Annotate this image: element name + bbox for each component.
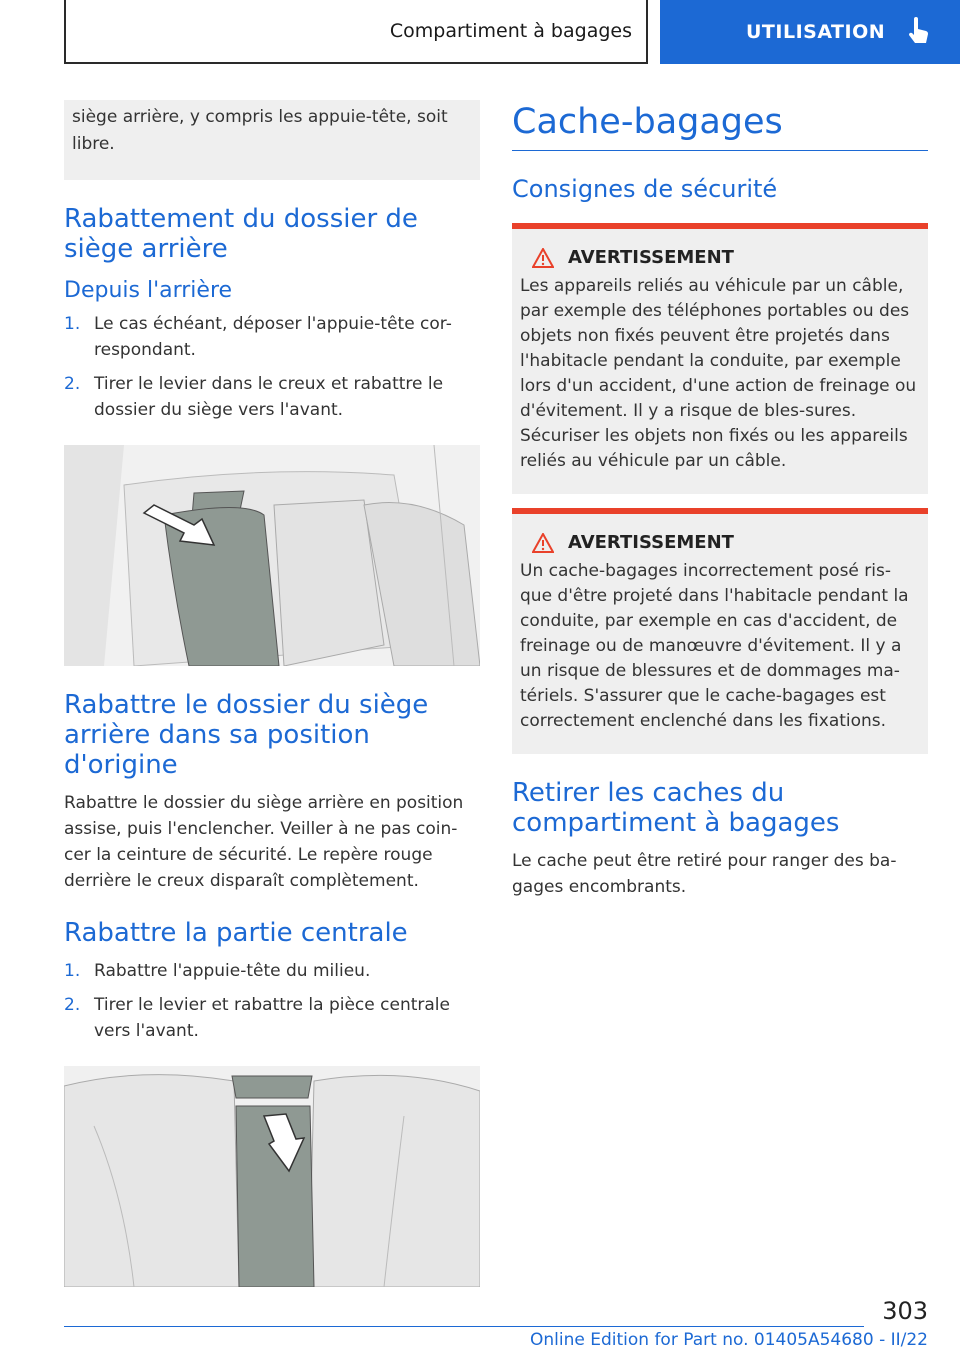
header-section (64, 0, 648, 64)
warning-title: AVERTISSEMENT (568, 532, 734, 553)
warning-text: Les appareils reliés au véhicule par un câble, par exemple des téléphones portables ou des objets non fixés peuvent être projetés dans l'habitacle pendant la conduite, par exemple lors d'un accident, d'une action de freinage ou d'évitement. Il y a risque de bles-sures. Sécuriser les objets non fixés ou les appareils reliés au véhicule par un câble. (520, 276, 917, 471)
list-item (64, 311, 480, 363)
step-number: 1. (64, 314, 81, 334)
heading-fold-center: Rabattre la partie centrale (64, 918, 408, 948)
remove-paragraph: Le cache peut être retiré pour ranger des ba-gages encombrants. (512, 851, 897, 897)
step-text: Tirer le levier dans le creux et rabattre le dossier du siège vers l'avant. (94, 374, 444, 420)
warning-heading (532, 247, 920, 268)
warning-box (512, 508, 928, 754)
list-item (64, 371, 480, 423)
step-number: 1. (64, 961, 81, 981)
step-text: Tirer le levier et rabattre la pièce centrale vers l'avant. (94, 995, 450, 1041)
center-fold-illustration (64, 1066, 480, 1287)
heading-restore-seatback: Rabattre le dossier du siège arrière dans sa position d'origine (64, 690, 429, 780)
seatback-fold-illustration (64, 445, 480, 666)
warning-text: Un cache-bagages incorrectement posé ris-que d'être projeté dans l'habitacle pendant la conduite, par exemple en cas d'accident, de freinage ou de manœuvre d'évitement. Il y a un risque de blessures et de dommages ma-tériels. S'assurer que le cache-bagages est correctement enclenché dans les fixations. (520, 561, 909, 731)
chapter-title: UTILISATION (746, 21, 886, 43)
warning-triangle-icon (532, 248, 554, 268)
heading-cache-bagages: Cache-bagages (512, 100, 928, 151)
warning-heading (532, 532, 920, 553)
intro-text: siège arrière, y compris les appuie-tête, soit libre. (72, 107, 448, 154)
heading-safety: Consignes de sécurité (512, 175, 778, 203)
left-column (64, 100, 480, 1287)
heading-remove-covers: Retirer les caches du compartiment à bagages (512, 778, 840, 838)
restore-paragraph: Rabattre le dossier du siège arrière en position assise, puis l'enclencher. Veiller à ne pas coin-cer la ceinture de sécurité. Le repère rouge derrière le creux disparaît complètement. (64, 793, 464, 891)
header-chapter[interactable] (660, 0, 960, 64)
footer-divider (64, 1326, 864, 1327)
heading-from-rear: Depuis l'arrière (64, 278, 233, 303)
step-text: Rabattre l'appuie-tête du milieu. (94, 961, 371, 981)
edition-text: Online Edition for Part no. 01405A54680 - II/22 (529, 1330, 928, 1350)
page-number: 303 (882, 1297, 928, 1325)
step-number: 2. (64, 374, 81, 394)
warning-box (512, 223, 928, 494)
right-column (512, 100, 928, 900)
pointing-hand-icon (905, 17, 931, 47)
warning-triangle-icon (532, 533, 554, 553)
step-text: Le cas échéant, déposer l'appuie-tête cor-respondant. (94, 314, 452, 360)
list-item (64, 992, 480, 1044)
intro-box (64, 100, 480, 180)
warning-title: AVERTISSEMENT (568, 247, 734, 268)
list-item (64, 958, 480, 984)
step-number: 2. (64, 995, 81, 1015)
section-title: Compartiment à bagages (389, 20, 632, 42)
heading-fold-seatback: Rabattement du dossier de siège arrière (64, 204, 418, 264)
